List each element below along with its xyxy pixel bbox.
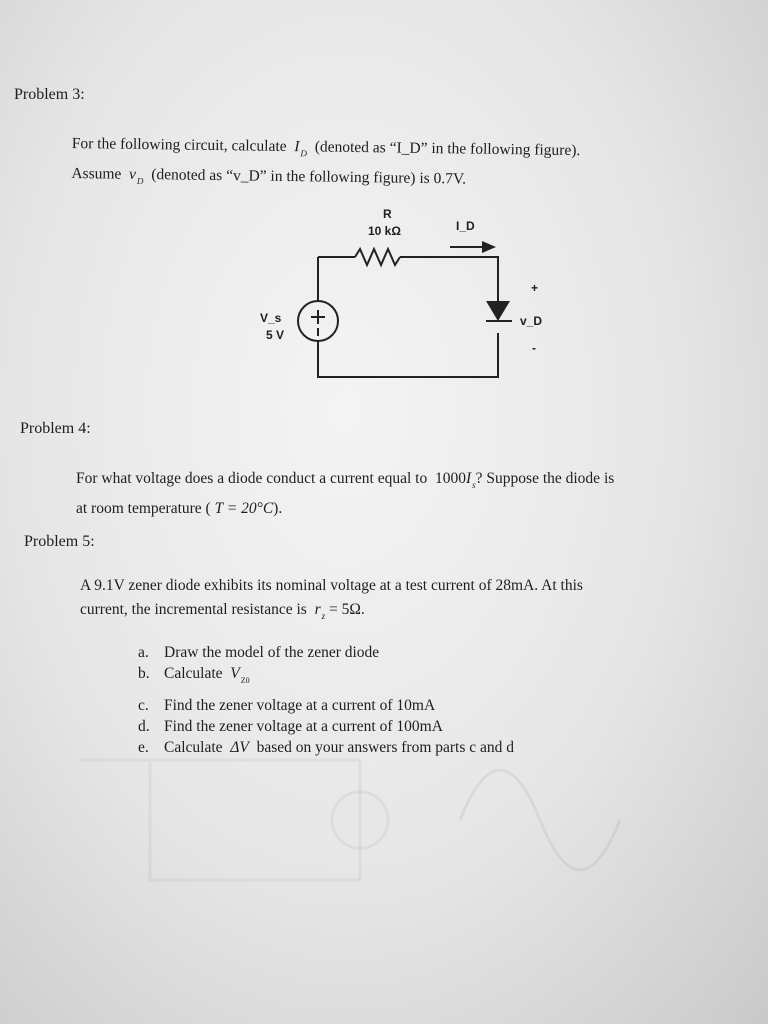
problem-3-text	[71, 132, 712, 201]
source-plus-sign	[311, 310, 325, 324]
list-item: e. Calculate ΔV based on your answers from parts c and d	[138, 739, 515, 756]
circuit-diagram	[230, 205, 560, 395]
resistor-name-label: R	[383, 207, 392, 221]
problem-4-line-1: For what voltage does a diode conduct a current equal to $1000I_s$? Suppose the diode is	[76, 470, 615, 490]
problem-3-line-2: Assume $v_D$ (denoted as “v_D” in the following figure) is 0.7V.	[71, 164, 467, 188]
current-ratio: $1000I_s$	[434, 470, 476, 490]
diode-voltage-label: v_D	[520, 314, 543, 328]
current-arrow	[482, 241, 496, 253]
temperature-expression: T = 20°C	[214, 500, 274, 517]
problem-5-line-2: current, the incremental resistance is $r_z = 5\Omega$.	[80, 601, 365, 621]
problem-4-heading: Problem 4:	[20, 420, 91, 437]
problem-5-line-1: A 9.1V zener diode exhibits its nominal voltage at a test current of 28mA. At this	[80, 577, 583, 594]
problem-5-parts-list	[138, 642, 698, 758]
problem-5-text	[80, 574, 720, 628]
list-item: b. Calculate $V_{Z0}$	[138, 665, 250, 685]
resistor-value-label: 10 kΩ	[368, 224, 401, 238]
diode-minus-label: -	[532, 341, 536, 355]
problem-3-heading: Problem 3:	[14, 86, 85, 103]
current-symbol: I	[294, 138, 300, 156]
current-label: I_D	[456, 219, 475, 233]
list-item: c. Find the zener voltage at a current of 10mA	[138, 697, 436, 714]
list-item: d. Find the zener voltage at a current of 100mA	[138, 718, 443, 735]
resistor-zigzag	[355, 249, 400, 265]
problem-3-line-1: For the following circuit, calculate $I_D$ (denoted as “I_D” in the following figure).	[71, 134, 581, 160]
diode-symbol	[486, 301, 510, 321]
problem-4-line-2: at room temperature ( T = 20°C).	[76, 500, 283, 517]
resistance-symbol: r	[314, 601, 321, 618]
source-name-label: V_s	[260, 311, 282, 325]
list-item: a. Draw the model of the zener diode	[138, 644, 380, 661]
voltage-symbol: v	[128, 165, 137, 183]
diode-plus-label: +	[531, 281, 539, 295]
source-value-label: 5 V	[266, 328, 285, 342]
problem-5-heading: Problem 5:	[24, 533, 95, 550]
problem-4-text	[76, 467, 736, 521]
